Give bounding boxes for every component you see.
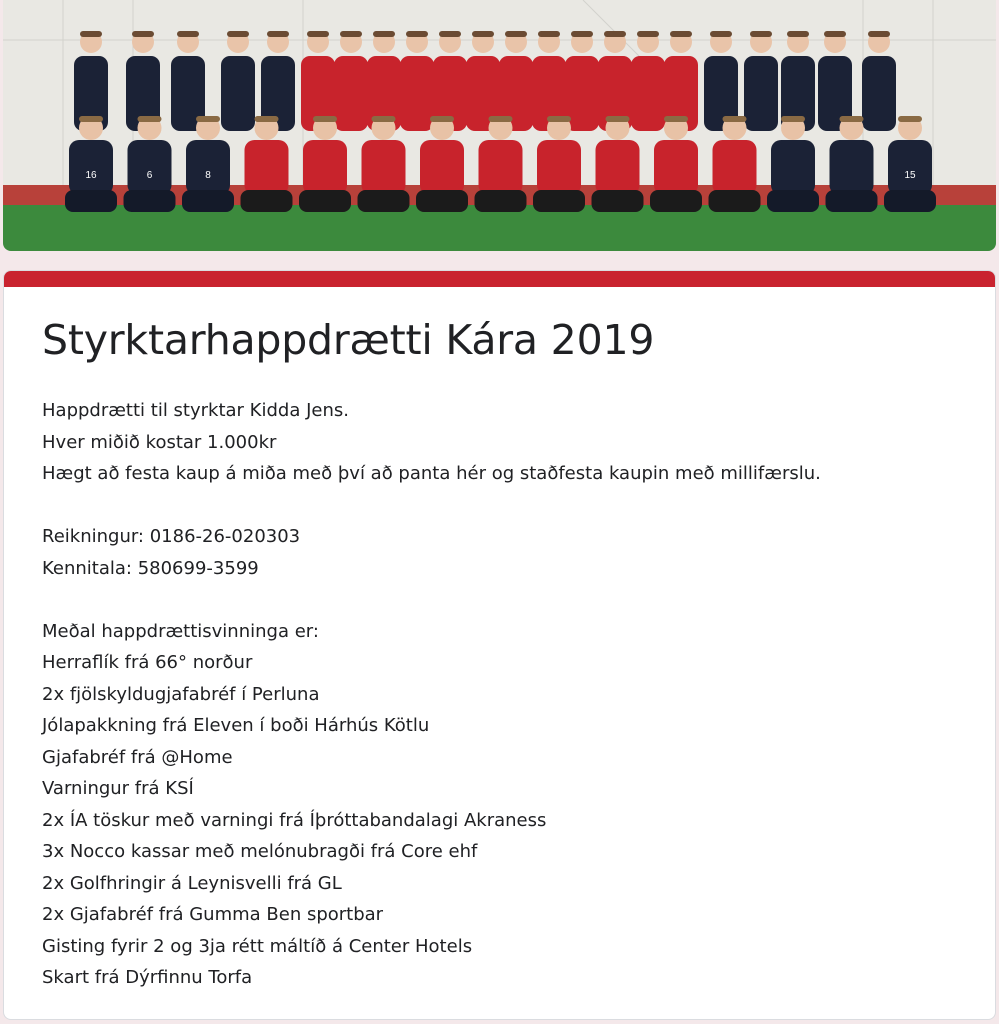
spacer [42,584,821,616]
card-accent-bar [4,271,995,287]
jersey-number: 6 [146,170,153,181]
prize-item: 2x fjölskyldugjafabréf í Perluna [42,683,320,705]
prize-item: 3x Nocco kassar með melónubragði frá Core ehf [42,841,478,862]
team-photo [3,0,996,251]
prize-item: Gisting fyrir 2 og 3ja rétt máltíð á Center Hotels [42,935,473,957]
prizes-heading: Meðal happdrættisvinninga er: [42,620,319,642]
header-image [3,0,996,251]
prize-item: Jólapakkning frá Eleven í boði Hárhús Kötlu [42,715,430,736]
prize-item: 2x Golfhringir á Leynisvelli frá GL [42,872,342,894]
account-number: Reikningur: 0186-26-020303 [42,526,301,547]
prize-item: 2x ÍA töskur með varningi frá Íþróttabandalagi Akraness [42,809,547,831]
form-description [42,395,821,994]
prize-item: Varningur frá KSÍ [42,778,194,799]
intro-line: Happdrætti til styrktar Kidda Jens. [42,400,349,421]
form-header-card [3,270,996,1020]
prize-item: Herraflík frá 66° norður [42,652,253,673]
spacer [42,490,821,522]
kennitala: Kennitala: 580699-3599 [42,557,259,579]
jersey-number: 15 [904,170,916,181]
jersey-number: 8 [205,170,211,181]
intro-line: Hver miðið kostar 1.000kr [42,431,277,453]
jersey-number: 16 [85,170,97,181]
prize-item: Gjafabréf frá @Home [42,746,233,768]
prize-item: Skart frá Dýrfinnu Torfa [42,967,253,988]
prize-item: 2x Gjafabréf frá Gumma Ben sportbar [42,904,384,925]
intro-line: Hægt að festa kaup á miða með því að panta hér og staðfesta kaupin með millifærslu. [42,463,821,484]
form-title: Styrktarhappdrætti Kára 2019 [42,316,655,364]
